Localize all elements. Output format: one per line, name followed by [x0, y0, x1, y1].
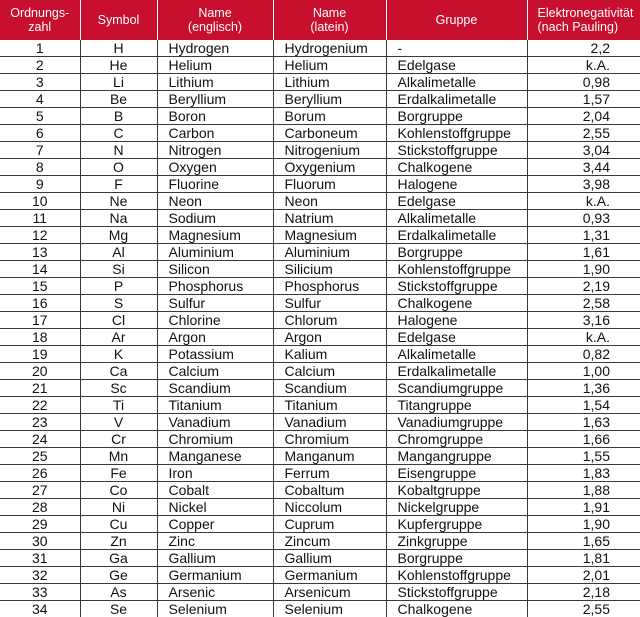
- table-row: [0, 584, 640, 601]
- cell-name-englisch: Helium: [157, 57, 273, 74]
- table-row: [0, 74, 640, 91]
- cell-name-latein: Phosphorus: [273, 278, 386, 295]
- cell-ordnungszahl: 11: [0, 210, 80, 227]
- table-row: [0, 482, 640, 499]
- cell-name-latein: Calcium: [273, 363, 386, 380]
- cell-name-englisch: Hydrogen: [157, 40, 273, 57]
- table-row: [0, 414, 640, 431]
- cell-elektronegativitaet: k.A.: [527, 193, 640, 210]
- table-row: [0, 380, 640, 397]
- cell-name-latein: Selenium: [273, 601, 386, 617]
- cell-gruppe: Chalkogene: [386, 159, 527, 176]
- cell-ordnungszahl: 24: [0, 431, 80, 448]
- cell-ordnungszahl: 16: [0, 295, 80, 312]
- header-elektronegativitaet: Elektronegativität (nach Pauling): [527, 0, 640, 40]
- cell-gruppe: Borgruppe: [386, 550, 527, 567]
- cell-symbol: Cl: [80, 312, 157, 329]
- cell-name-latein: Helium: [273, 57, 386, 74]
- cell-ordnungszahl: 5: [0, 108, 80, 125]
- cell-ordnungszahl: 7: [0, 142, 80, 159]
- cell-gruppe: Kohlenstoffgruppe: [386, 261, 527, 278]
- cell-elektronegativitaet: 2,58: [527, 295, 640, 312]
- cell-name-latein: Manganum: [273, 448, 386, 465]
- table-row: [0, 159, 640, 176]
- cell-name-latein: Beryllium: [273, 91, 386, 108]
- cell-elektronegativitaet: 3,44: [527, 159, 640, 176]
- cell-ordnungszahl: 30: [0, 533, 80, 550]
- cell-name-englisch: Manganese: [157, 448, 273, 465]
- cell-symbol: Se: [80, 601, 157, 617]
- cell-elektronegativitaet: 1,61: [527, 244, 640, 261]
- cell-name-latein: Lithium: [273, 74, 386, 91]
- cell-name-englisch: Cobalt: [157, 482, 273, 499]
- cell-elektronegativitaet: 1,66: [527, 431, 640, 448]
- cell-symbol: K: [80, 346, 157, 363]
- cell-name-englisch: Nickel: [157, 499, 273, 516]
- cell-symbol: Fe: [80, 465, 157, 482]
- cell-elektronegativitaet: 1,36: [527, 380, 640, 397]
- cell-ordnungszahl: 31: [0, 550, 80, 567]
- cell-elektronegativitaet: k.A.: [527, 57, 640, 74]
- cell-ordnungszahl: 8: [0, 159, 80, 176]
- cell-elektronegativitaet: 1,31: [527, 227, 640, 244]
- header-name-englisch: Name (englisch): [157, 0, 273, 40]
- cell-symbol: O: [80, 159, 157, 176]
- cell-elektronegativitaet: k.A.: [527, 329, 640, 346]
- cell-ordnungszahl: 28: [0, 499, 80, 516]
- cell-elektronegativitaet: 2,55: [527, 125, 640, 142]
- cell-name-englisch: Chlorine: [157, 312, 273, 329]
- cell-gruppe: Vanadiumgruppe: [386, 414, 527, 431]
- cell-name-latein: Magnesium: [273, 227, 386, 244]
- cell-symbol: F: [80, 176, 157, 193]
- cell-name-englisch: Sulfur: [157, 295, 273, 312]
- cell-name-latein: Zincum: [273, 533, 386, 550]
- cell-elektronegativitaet: 1,81: [527, 550, 640, 567]
- cell-elektronegativitaet: 1,65: [527, 533, 640, 550]
- cell-symbol: Na: [80, 210, 157, 227]
- table-row: [0, 244, 640, 261]
- cell-name-englisch: Titanium: [157, 397, 273, 414]
- cell-name-latein: Germanium: [273, 567, 386, 584]
- table-row: [0, 142, 640, 159]
- table-row: [0, 210, 640, 227]
- cell-name-latein: Kalium: [273, 346, 386, 363]
- cell-gruppe: Eisengruppe: [386, 465, 527, 482]
- cell-ordnungszahl: 33: [0, 584, 80, 601]
- cell-elektronegativitaet: 3,04: [527, 142, 640, 159]
- cell-gruppe: Scandiumgruppe: [386, 380, 527, 397]
- table-row: [0, 227, 640, 244]
- cell-ordnungszahl: 1: [0, 40, 80, 57]
- table-row: [0, 601, 640, 617]
- cell-gruppe: Erdalkalimetalle: [386, 227, 527, 244]
- cell-symbol: Li: [80, 74, 157, 91]
- cell-symbol: C: [80, 125, 157, 142]
- cell-symbol: Cu: [80, 516, 157, 533]
- cell-gruppe: Kobaltgruppe: [386, 482, 527, 499]
- cell-elektronegativitaet: 2,01: [527, 567, 640, 584]
- cell-gruppe: Borgruppe: [386, 108, 527, 125]
- cell-ordnungszahl: 14: [0, 261, 80, 278]
- cell-name-latein: Sulfur: [273, 295, 386, 312]
- table-row: [0, 516, 640, 533]
- cell-name-latein: Arsenicum: [273, 584, 386, 601]
- cell-ordnungszahl: 20: [0, 363, 80, 380]
- cell-name-englisch: Beryllium: [157, 91, 273, 108]
- cell-ordnungszahl: 19: [0, 346, 80, 363]
- cell-symbol: Ni: [80, 499, 157, 516]
- table-row: [0, 397, 640, 414]
- cell-gruppe: Nickelgruppe: [386, 499, 527, 516]
- cell-symbol: N: [80, 142, 157, 159]
- table-row: [0, 193, 640, 210]
- cell-symbol: Ca: [80, 363, 157, 380]
- cell-name-latein: Gallium: [273, 550, 386, 567]
- cell-name-englisch: Copper: [157, 516, 273, 533]
- cell-name-englisch: Carbon: [157, 125, 273, 142]
- cell-name-englisch: Arsenic: [157, 584, 273, 601]
- table-row: [0, 329, 640, 346]
- cell-ordnungszahl: 23: [0, 414, 80, 431]
- cell-name-latein: Carboneum: [273, 125, 386, 142]
- cell-name-latein: Niccolum: [273, 499, 386, 516]
- table-row: [0, 40, 640, 57]
- cell-name-englisch: Potassium: [157, 346, 273, 363]
- cell-gruppe: Zinkgruppe: [386, 533, 527, 550]
- cell-elektronegativitaet: 1,90: [527, 261, 640, 278]
- table-row: [0, 108, 640, 125]
- cell-elektronegativitaet: 1,63: [527, 414, 640, 431]
- cell-ordnungszahl: 10: [0, 193, 80, 210]
- table-row: [0, 312, 640, 329]
- table-row: [0, 278, 640, 295]
- cell-name-englisch: Lithium: [157, 74, 273, 91]
- cell-name-latein: Vanadium: [273, 414, 386, 431]
- cell-elektronegativitaet: 3,98: [527, 176, 640, 193]
- cell-gruppe: Edelgase: [386, 57, 527, 74]
- cell-gruppe: Stickstoffgruppe: [386, 584, 527, 601]
- cell-gruppe: Erdalkalimetalle: [386, 91, 527, 108]
- cell-symbol: As: [80, 584, 157, 601]
- cell-name-latein: Oxygenium: [273, 159, 386, 176]
- cell-elektronegativitaet: 1,83: [527, 465, 640, 482]
- cell-elektronegativitaet: 0,98: [527, 74, 640, 91]
- cell-name-latein: Argon: [273, 329, 386, 346]
- cell-symbol: Si: [80, 261, 157, 278]
- cell-name-englisch: Nitrogen: [157, 142, 273, 159]
- cell-elektronegativitaet: 2,18: [527, 584, 640, 601]
- table-row: [0, 57, 640, 74]
- table-row: [0, 176, 640, 193]
- table-row: [0, 550, 640, 567]
- cell-name-englisch: Selenium: [157, 601, 273, 617]
- cell-gruppe: Edelgase: [386, 193, 527, 210]
- cell-elektronegativitaet: 2,04: [527, 108, 640, 125]
- cell-elektronegativitaet: 3,16: [527, 312, 640, 329]
- header-ordnungszahl: Ordnungs- zahl: [0, 0, 80, 40]
- cell-gruppe: Alkalimetalle: [386, 346, 527, 363]
- header-name-latein: Name (latein): [273, 0, 386, 40]
- cell-ordnungszahl: 15: [0, 278, 80, 295]
- cell-elektronegativitaet: 0,82: [527, 346, 640, 363]
- cell-name-latein: Chromium: [273, 431, 386, 448]
- table-row: [0, 448, 640, 465]
- cell-symbol: Ti: [80, 397, 157, 414]
- cell-gruppe: Kohlenstoffgruppe: [386, 567, 527, 584]
- cell-name-latein: Cobaltum: [273, 482, 386, 499]
- cell-gruppe: Halogene: [386, 176, 527, 193]
- cell-elektronegativitaet: 2,55: [527, 601, 640, 617]
- cell-name-latein: Chlorum: [273, 312, 386, 329]
- cell-gruppe: Stickstoffgruppe: [386, 278, 527, 295]
- table-row: [0, 465, 640, 482]
- cell-elektronegativitaet: 1,55: [527, 448, 640, 465]
- cell-elektronegativitaet: 1,90: [527, 516, 640, 533]
- cell-ordnungszahl: 32: [0, 567, 80, 584]
- cell-name-latein: Ferrum: [273, 465, 386, 482]
- cell-name-englisch: Silicon: [157, 261, 273, 278]
- cell-gruppe: Erdalkalimetalle: [386, 363, 527, 380]
- cell-name-latein: Natrium: [273, 210, 386, 227]
- cell-elektronegativitaet: 2,19: [527, 278, 640, 295]
- cell-name-englisch: Chromium: [157, 431, 273, 448]
- header-gruppe: Gruppe: [386, 0, 527, 40]
- cell-name-englisch: Scandium: [157, 380, 273, 397]
- cell-symbol: Al: [80, 244, 157, 261]
- cell-name-englisch: Argon: [157, 329, 273, 346]
- cell-name-englisch: Oxygen: [157, 159, 273, 176]
- cell-ordnungszahl: 9: [0, 176, 80, 193]
- cell-symbol: He: [80, 57, 157, 74]
- cell-gruppe: Alkalimetalle: [386, 74, 527, 91]
- table-row: [0, 91, 640, 108]
- table-row: [0, 346, 640, 363]
- cell-elektronegativitaet: 2,2: [527, 40, 640, 57]
- cell-symbol: Cr: [80, 431, 157, 448]
- cell-name-latein: Nitrogenium: [273, 142, 386, 159]
- cell-elektronegativitaet: 1,57: [527, 91, 640, 108]
- header-symbol: Symbol: [80, 0, 157, 40]
- cell-ordnungszahl: 3: [0, 74, 80, 91]
- cell-ordnungszahl: 6: [0, 125, 80, 142]
- table-row: [0, 533, 640, 550]
- cell-name-englisch: Calcium: [157, 363, 273, 380]
- cell-gruppe: Chalkogene: [386, 295, 527, 312]
- cell-elektronegativitaet: 1,54: [527, 397, 640, 414]
- table-header: [0, 0, 640, 40]
- cell-gruppe: -: [386, 40, 527, 57]
- cell-symbol: Ne: [80, 193, 157, 210]
- cell-name-latein: Fluorum: [273, 176, 386, 193]
- cell-symbol: V: [80, 414, 157, 431]
- cell-name-englisch: Aluminium: [157, 244, 273, 261]
- cell-symbol: Ge: [80, 567, 157, 584]
- cell-symbol: Mn: [80, 448, 157, 465]
- cell-name-englisch: Boron: [157, 108, 273, 125]
- cell-symbol: Mg: [80, 227, 157, 244]
- cell-name-englisch: Sodium: [157, 210, 273, 227]
- cell-symbol: Co: [80, 482, 157, 499]
- cell-ordnungszahl: 34: [0, 601, 80, 617]
- cell-name-englisch: Iron: [157, 465, 273, 482]
- cell-name-englisch: Germanium: [157, 567, 273, 584]
- cell-name-latein: Hydrogenium: [273, 40, 386, 57]
- cell-ordnungszahl: 2: [0, 57, 80, 74]
- cell-ordnungszahl: 25: [0, 448, 80, 465]
- cell-name-latein: Cuprum: [273, 516, 386, 533]
- cell-name-englisch: Vanadium: [157, 414, 273, 431]
- cell-ordnungszahl: 22: [0, 397, 80, 414]
- cell-gruppe: Edelgase: [386, 329, 527, 346]
- cell-gruppe: Alkalimetalle: [386, 210, 527, 227]
- cell-gruppe: Kohlenstoffgruppe: [386, 125, 527, 142]
- cell-name-latein: Titanium: [273, 397, 386, 414]
- cell-symbol: Ga: [80, 550, 157, 567]
- cell-gruppe: Stickstoffgruppe: [386, 142, 527, 159]
- cell-elektronegativitaet: 1,91: [527, 499, 640, 516]
- cell-ordnungszahl: 29: [0, 516, 80, 533]
- cell-name-englisch: Magnesium: [157, 227, 273, 244]
- table-row: [0, 431, 640, 448]
- cell-name-latein: Neon: [273, 193, 386, 210]
- cell-ordnungszahl: 17: [0, 312, 80, 329]
- cell-gruppe: Borgruppe: [386, 244, 527, 261]
- cell-ordnungszahl: 26: [0, 465, 80, 482]
- cell-name-englisch: Zinc: [157, 533, 273, 550]
- cell-symbol: B: [80, 108, 157, 125]
- cell-name-englisch: Phosphorus: [157, 278, 273, 295]
- cell-symbol: Be: [80, 91, 157, 108]
- table-row: [0, 295, 640, 312]
- cell-ordnungszahl: 12: [0, 227, 80, 244]
- cell-symbol: Sc: [80, 380, 157, 397]
- table-row: [0, 261, 640, 278]
- cell-symbol: Ar: [80, 329, 157, 346]
- cell-name-latein: Borum: [273, 108, 386, 125]
- cell-symbol: S: [80, 295, 157, 312]
- cell-gruppe: Kupfergruppe: [386, 516, 527, 533]
- cell-elektronegativitaet: 1,00: [527, 363, 640, 380]
- cell-gruppe: Mangangruppe: [386, 448, 527, 465]
- cell-elektronegativitaet: 1,88: [527, 482, 640, 499]
- cell-name-latein: Scandium: [273, 380, 386, 397]
- cell-ordnungszahl: 27: [0, 482, 80, 499]
- table-row: [0, 125, 640, 142]
- table-body: [0, 40, 640, 617]
- table-row: [0, 567, 640, 584]
- cell-gruppe: Chalkogene: [386, 601, 527, 617]
- table-row: [0, 363, 640, 380]
- cell-ordnungszahl: 18: [0, 329, 80, 346]
- cell-name-englisch: Neon: [157, 193, 273, 210]
- cell-symbol: Zn: [80, 533, 157, 550]
- table-row: [0, 499, 640, 516]
- cell-symbol: H: [80, 40, 157, 57]
- cell-ordnungszahl: 21: [0, 380, 80, 397]
- cell-symbol: P: [80, 278, 157, 295]
- cell-gruppe: Titangruppe: [386, 397, 527, 414]
- cell-gruppe: Chromgruppe: [386, 431, 527, 448]
- cell-name-latein: Silicium: [273, 261, 386, 278]
- cell-ordnungszahl: 13: [0, 244, 80, 261]
- cell-gruppe: Halogene: [386, 312, 527, 329]
- cell-elektronegativitaet: 0,93: [527, 210, 640, 227]
- cell-ordnungszahl: 4: [0, 91, 80, 108]
- cell-name-englisch: Fluorine: [157, 176, 273, 193]
- cell-name-englisch: Gallium: [157, 550, 273, 567]
- cell-name-latein: Aluminium: [273, 244, 386, 261]
